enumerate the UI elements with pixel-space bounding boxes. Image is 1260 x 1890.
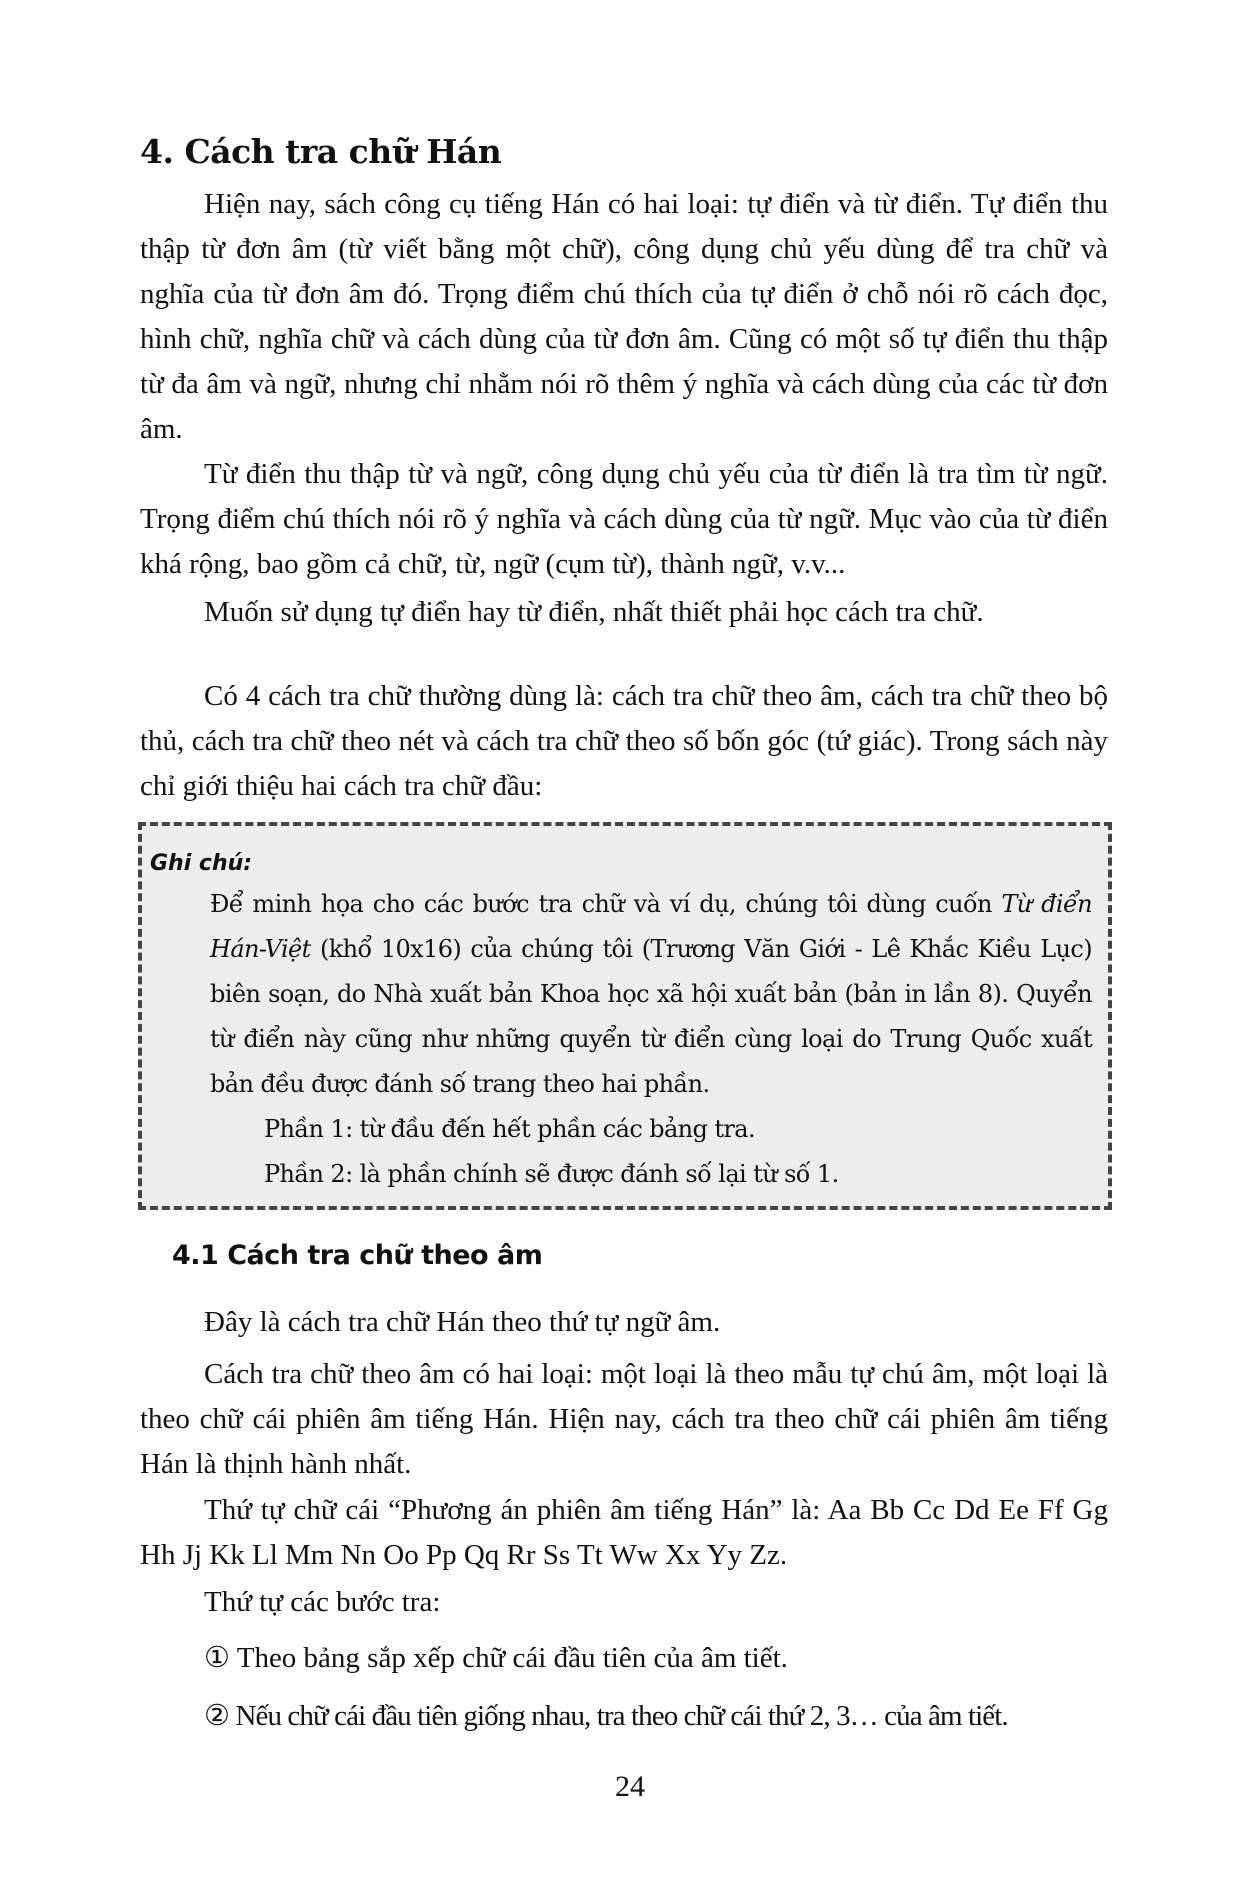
note-box <box>138 822 1112 1210</box>
step-1: ① Theo bảng sắp xếp chữ cái đầu tiên của âm tiết. <box>204 1642 788 1674</box>
paragraph-text: Cách tra chữ theo âm có hai loại: một loại là theo mẫu tự chú âm, một loại là theo chữ cái phiên âm tiếng Hán. Hiện nay, cách tra theo chữ cái phiên âm tiếng Hán là thịnh hành nhất. <box>140 1358 1108 1480</box>
paragraph-alphabet <box>140 1488 1108 1578</box>
paragraph-text: Thứ tự chữ cái “Phương án phiên âm tiếng Hán” là: Aa Bb Cc Dd Ee Ff Gg Hh Jj Kk Ll Mm Nn Oo Pp Qq Rr Ss Tt Ww Xx Yy Zz. <box>140 1494 1108 1571</box>
paragraph-word-dictionary <box>140 452 1108 587</box>
note-text: Để minh họa cho các bước tra chữ và ví dụ, chúng tôi dùng cuốn <box>210 890 1002 918</box>
paragraph-must-learn <box>140 590 1108 635</box>
page-number: 24 <box>615 1770 645 1803</box>
note-book-title: Từ điển Hán-Việt <box>210 890 1093 963</box>
paragraph-text: Thứ tự các bước tra: <box>204 1586 441 1618</box>
note-part-1: Phần 1: từ đầu đến hết phần các bảng tra. <box>264 1115 755 1143</box>
paragraph-text: Muốn sử dụng tự điển hay từ điển, nhất thiết phải học cách tra chữ. <box>204 596 984 628</box>
paragraph-definition <box>140 1300 1108 1345</box>
paragraph-text: Có 4 cách tra chữ thường dùng là: cách tra chữ theo âm, cách tra chữ theo bộ thủ, cách tra chữ theo nét và cách tra chữ theo số bốn góc (tứ giác). Trong sách này chỉ giới thiệu hai cách tra chữ đầu: <box>140 680 1108 802</box>
paragraph-text: Hiện nay, sách công cụ tiếng Hán có hai loại: tự điển và từ điển. Tự điển thu thập từ đơn âm (từ viết bằng một chữ), công dụng chủ yếu dùng để tra chữ và nghĩa của từ đơn âm đó. Trọng điểm chú thích của tự điển ở chỗ nói rõ cách đọc, hình chữ, nghĩa chữ và cách dùng của từ đơn âm. Cũng có một số tự điển thu thập từ đa âm và ngữ, nhưng chỉ nhằm nói rõ thêm ý nghĩa và cách dùng của các từ đơn âm. <box>140 188 1108 445</box>
note-title: Ghi chú: <box>150 851 253 876</box>
note-text: (khổ 10x16) của chúng tôi (Trương Văn Giới - Lê Khắc Kiều Lục) biên soạn, do Nhà xuất bản Khoa học xã hội xuất bản (bản in lần 8). Quyển từ điển này cũng như những quyển từ điển cùng loại do Trung Quốc xuất bản đều được đánh số trang theo hai phần. <box>210 935 1092 1098</box>
paragraph-steps-intro <box>140 1580 1108 1625</box>
paragraph-text: Từ điển thu thập từ và ngữ, công dụng chủ yếu của từ điển là tra tìm từ ngữ. Trọng điểm chú thích nói rõ ý nghĩa và cách dùng của từ ngữ. Mục vào của từ điển khá rộng, bao gồm cả chữ, từ, ngữ (cụm từ), thành ngữ, v.v... <box>140 458 1108 580</box>
step-2: ② Nếu chữ cái đầu tiên giống nhau, tra theo chữ cái thứ 2, 3… của âm tiết. <box>204 1700 1008 1732</box>
paragraph-four-methods <box>140 674 1108 809</box>
paragraph-two-types <box>140 1352 1108 1487</box>
paragraph-dictionary-types <box>140 182 1108 452</box>
note-body <box>210 882 1092 1107</box>
paragraph-text: Đây là cách tra chữ Hán theo thứ tự ngữ âm. <box>204 1306 721 1338</box>
note-part-2: Phần 2: là phần chính sẽ được đánh số lại từ số 1. <box>264 1160 839 1188</box>
subsection-heading: 4.1 Cách tra chữ theo âm <box>172 1240 543 1271</box>
section-heading: 4. Cách tra chữ Hán <box>140 132 502 171</box>
